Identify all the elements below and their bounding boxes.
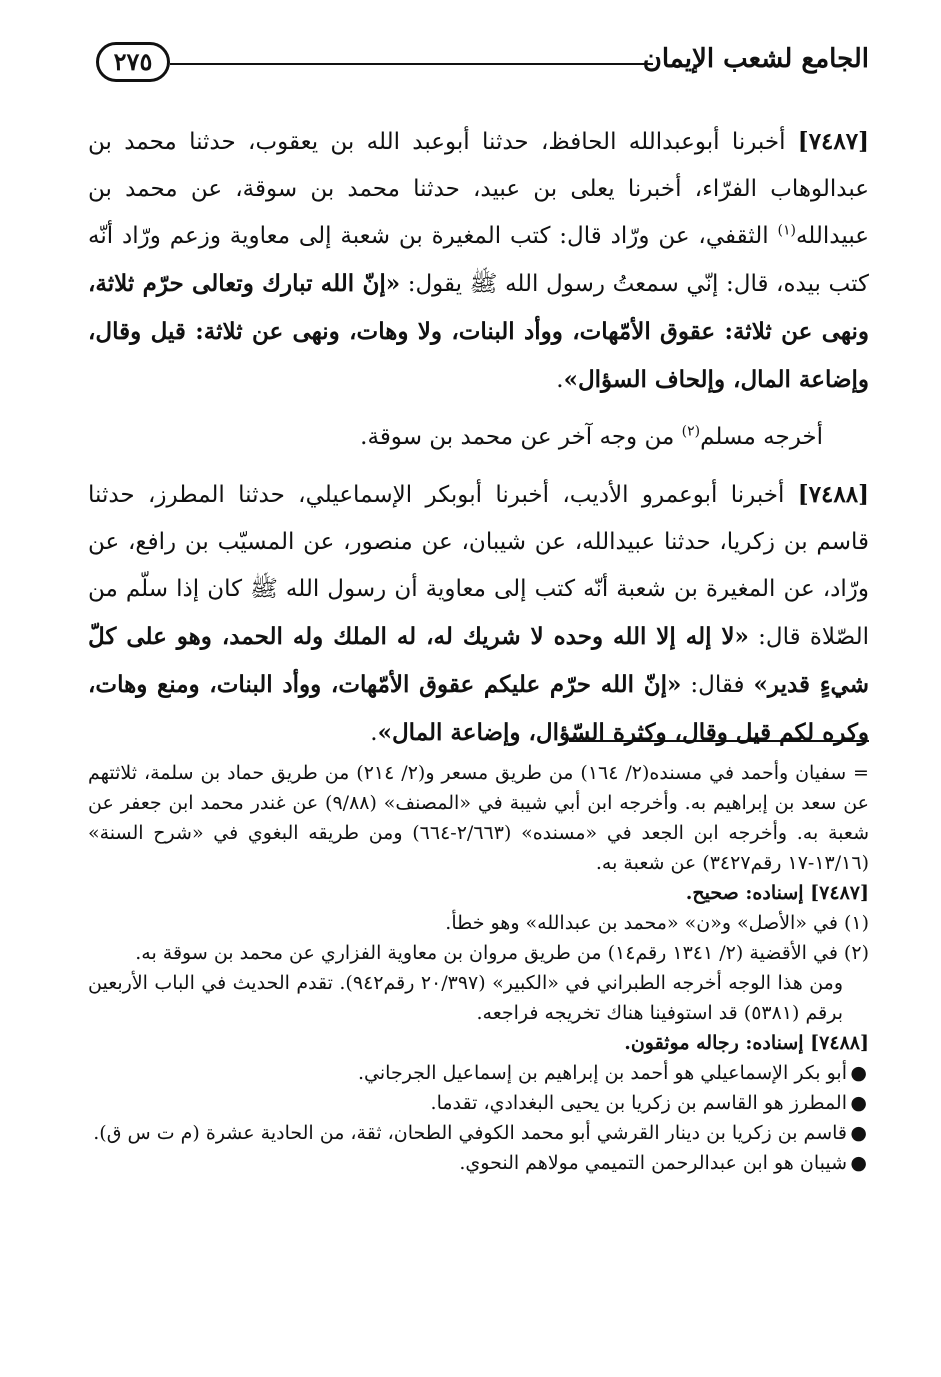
hadith-matn-2: «إنّ الله حرّم عليكم عقوق الأمّهات، ووأد البنات، ومنع وهات، وكره لكم قيل وقال، وكثرة السّؤال، وإضاعة المال» [88,671,869,746]
hadith-number: [٧٤٨٧] [797,128,869,155]
takhrij-after: من وجه آخر عن محمد بن سوقة. [360,424,682,450]
footnote-marker: (٢) [681,423,701,440]
hadith-number: [٧٤٨٨] [797,481,869,508]
hadith-matn-1: «لا إله إلا الله وحده لا شريك له، له الملك وله الحمد، وهو على كلّ شيءٍ قدير» [88,623,869,698]
page-number: ٢٧٥ [96,42,170,82]
isnad-7488: [٧٤٨٨] إسناده: رجاله موثقون. [624,1032,869,1054]
footnote-2-cont: ومن هذا الوجه أخرجه الطبراني في «الكبير» (٢٠/٣٩٧ رقم٩٤٢). تقدم الحديث في الباب الأربعين برقم (٥٣٨١) قد استوفينا هناك تخريجه فراجعه. [88,972,844,1024]
bullet-icon: ● [850,1092,867,1114]
hadith-chain: أخبرنا أبوعبدالله الحافظ، حدثنا أبوعبد الله بن يعقوب، حدثنا محمد بن عبدالوهاب الفرّاء، أخبرنا يعلى بن عبيد، حدثنا محمد بن سوقة، عن محمد بن عبيدالله [88,129,869,249]
footnotes [88,758,869,1178]
header-rule [170,63,653,65]
footnote-separator [569,740,869,742]
running-title: الجامع لشعب الإيمان [642,44,869,74]
end-dot: . [370,720,378,746]
bullet-icon: ● [850,1152,867,1174]
list-item [88,1088,867,1118]
takhrij-7487 [88,414,869,461]
hadith-7488 [88,471,869,757]
list-item [88,1118,867,1148]
hadith-mid: فقال: [681,672,754,698]
footnote-1: (١) في «الأصل» و«ن» «محمد بن عبدالله» وهو خطأ. [445,912,869,934]
footnote-marker: (١) [777,222,796,239]
list-item [88,1058,867,1088]
main-text [88,118,869,767]
hadith-chain-cont: الثقفي، عن ورّاد قال: كتب المغيرة بن شعبة إلى معاوية وزعم ورّاد أنّه كتب بيده، قال: إنّي سمعتُ رسول الله ﷺ يقول: [88,223,870,297]
list-item-text: أبو بكر الإسماعيلي هو أحمد بن إبراهيم بن إسماعيل الجرجاني. [358,1062,847,1084]
narrator-list [88,1058,869,1178]
bullet-icon: ● [850,1062,867,1084]
hadith-7487 [88,118,869,404]
isnad-7487: [٧٤٨٧] إسناده: صحيح. [685,882,869,904]
takhrij-before: أخرجه مسلم [700,424,823,450]
hadith-matn: «إنّ الله تبارك وتعالى حرّم ثلاثة، ونهى عن ثلاثة: عقوق الأمّهات، ووأد البنات، ولا وهات، ونهى عن ثلاثة: قيل وقال، وإضاعة المال، وإلحاف السؤال» [88,270,869,393]
list-item-text: قاسم بن زكريا بن دينار القرشي أبو محمد الكوفي الطحان، ثقة، من الحادية عشرة (م ت س ق). [93,1122,847,1144]
hadith-chain: أخبرنا أبوعمرو الأديب، أخبرنا أبوبكر الإسماعيلي، حدثنا المطرز، حدثنا قاسم بن زكريا، حدثنا عبيدالله، عن شيبان، عن منصور، عن المسيّب بن رافع، عن ورّاد، عن المغيرة بن شعبة أنّه كتب إلى معاوية أن رسول الله ﷺ كان إذا سلّم من الصّلاة قال: [88,482,870,650]
list-item-text: المطرز هو القاسم بن زكريا بن يحيى البغدادي، تقدما. [430,1092,847,1114]
page-header [88,40,869,96]
footnote-continuation: = سفيان وأحمد في مسنده(٢/ ١٦٤) من طريق مسعر و(٢/ ٢١٤) من طريق حماد بن سلمة، ثلاثتهم عن سعد بن إبراهيم به. وأخرجه ابن أبي شيبة في «المصنف» (٩/٨٨) عن غندر محمد ابن جعفر عن شعبة به. وأخرجه ابن الجعد في «مسنده» (٢/٦٦٣-٦٦٤) ومن طريقه البغوي في «شرح السنة» (١٣/١٦-١٧ رقم٣٤٢٧) عن شعبة به. [88,762,869,874]
list-item [88,1148,867,1178]
end-dot: . [556,367,564,393]
footnote-2: (٢) في الأقضية (٢/ ١٣٤١ رقم١٤) من طريق مروان بن معاوية الفزاري عن محمد بن سوقة به. [135,942,869,964]
list-item-text: شيبان هو ابن عبدالرحمن التميمي مولاهم النحوي. [459,1152,847,1174]
bullet-icon: ● [850,1122,867,1144]
